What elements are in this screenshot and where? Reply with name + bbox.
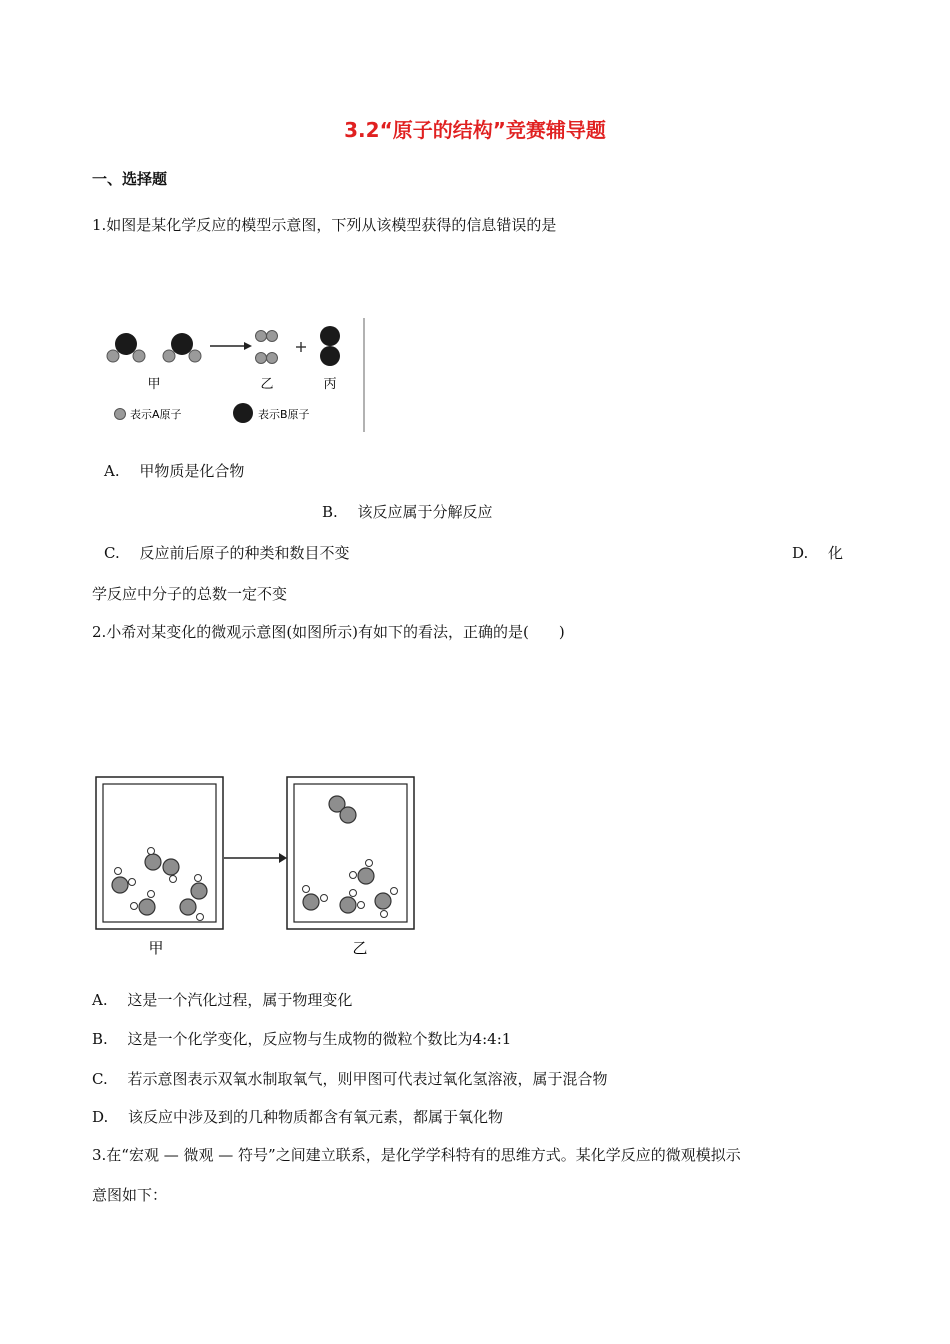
question-1-figure — [98, 318, 378, 436]
question-2-stem: 2.小希对某变化的微观示意图(如图所示)有如下的看法，正确的是( ) — [92, 623, 565, 641]
legend-a-atom — [115, 409, 126, 420]
section-heading: 一、选择题 — [92, 170, 168, 188]
molecule-right-1 — [350, 860, 375, 885]
molecule-jia-1 — [107, 333, 145, 362]
figure-label-jia: 甲 — [147, 377, 161, 392]
molecule-yi-1 — [256, 331, 278, 342]
question-2-option-d: D. 该反应中涉及到的几种物质都含有氧元素，都属于氧化物 — [92, 1108, 504, 1126]
molecule-right-3 — [340, 890, 365, 914]
question-1-option-a: A. 甲物质是化合物 — [104, 462, 245, 480]
molecule-yi-2 — [256, 353, 278, 364]
plus-sign — [296, 342, 306, 352]
container-jia — [96, 777, 223, 929]
molecule-right-2 — [303, 886, 328, 911]
molecule-jia-2 — [163, 333, 201, 362]
question-3-stem-line-2: 意图如下： — [92, 1186, 168, 1204]
reaction-arrow — [224, 853, 287, 863]
molecule-left-4 — [180, 875, 207, 921]
molecule-left-2 — [112, 868, 136, 894]
question-1-option-d-continued: 学反应中分子的总数一定不变 — [92, 585, 288, 603]
figure-label-jia: 甲 — [148, 939, 164, 957]
figure-label-yi: 乙 — [260, 377, 274, 392]
molecule-right-o2 — [329, 796, 356, 823]
question-1-option-c: C. 反应前后原子的种类和数目不变 — [104, 544, 350, 562]
figure-label-yi: 乙 — [352, 939, 368, 957]
question-2-figure — [94, 773, 420, 959]
legend-b-atom — [233, 403, 253, 423]
question-1-option-d: D. 化 — [792, 544, 844, 562]
reaction-arrow — [210, 342, 252, 350]
page-title: 3.2“原子的结构”竞赛辅导题 — [344, 118, 606, 142]
legend-a-label: 表示A原子 — [130, 408, 182, 421]
question-2-option-b: B. 这是一个化学变化，反应物与生成物的微粒个数比为4:4:1 — [92, 1030, 512, 1048]
question-1-option-b: B. 该反应属于分解反应 — [322, 503, 493, 521]
question-2-option-c: C. 若示意图表示双氧水制取氧气，则甲图可代表过氧化氢溶液，属于混合物 — [92, 1070, 608, 1088]
molecule-bing — [320, 326, 340, 366]
molecule-right-4 — [375, 888, 398, 918]
question-2-option-a: A. 这是一个汽化过程，属于物理变化 — [92, 991, 353, 1009]
figure-label-bing: 丙 — [323, 377, 337, 392]
molecule-left-3 — [131, 891, 156, 916]
question-1-stem: 1.如图是某化学反应的模型示意图，下列从该模型获得的信息错误的是 — [92, 216, 557, 234]
molecule-left-1 — [145, 848, 179, 883]
question-3-stem-line-1: 3.在“宏观 — 微观 — 符号”之间建立联系，是化学学科特有的思维方式。某化学反应的微观模拟示 — [92, 1146, 741, 1164]
legend-b-label: 表示B原子 — [258, 408, 310, 421]
